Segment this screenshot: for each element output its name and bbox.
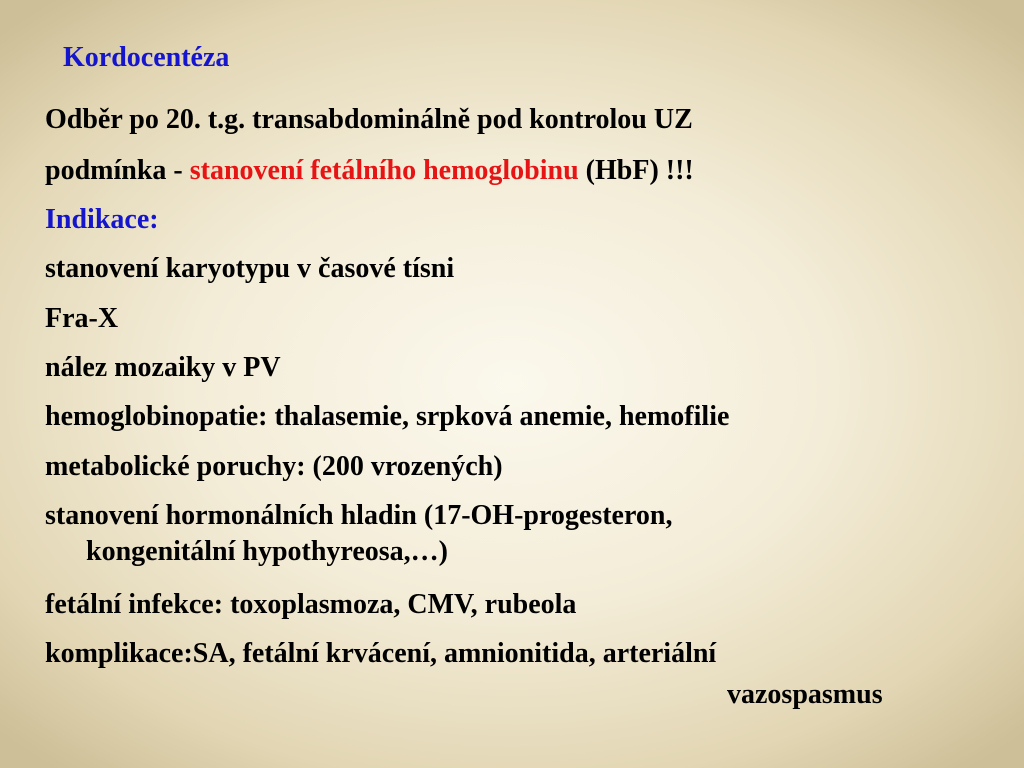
- text-line-odber: Odběr po 20. t.g. transabdominálně pod kontrolou UZ: [45, 104, 693, 135]
- text-line-infekce: fetální infekce: toxoplasmoza, CMV, rubeola: [45, 589, 577, 620]
- podminka-label: podmínka -: [45, 155, 190, 186]
- text-line-podminka: [45, 154, 694, 188]
- text-line-hormonalni: stanovení hormonálních hladin (17-OH-progesteron,: [45, 500, 673, 531]
- podminka-suffix: (HbF) !!!: [578, 155, 694, 186]
- text-line-hormonalni-cont: kongenitální hypothyreosa,…): [86, 536, 448, 567]
- text-line-mozaika: nález mozaiky v PV: [45, 352, 281, 383]
- text-line-metabolicke: metabolické poruchy: (200 vrozených): [45, 451, 503, 482]
- text-line-komplikace: komplikace:SA, fetální krvácení, amnionitida, arteriální: [45, 638, 717, 669]
- text-line-karyotyp: stanovení karyotypu v časové tísni: [45, 253, 455, 284]
- text-line-komplikace-cont: vazospasmus: [727, 679, 883, 710]
- text-line-fra-x: Fra-X: [45, 303, 119, 334]
- indikace-heading: Indikace:: [45, 204, 159, 235]
- text-line-hemoglobinopatie: hemoglobinopatie: thalasemie, srpková anemie, hemofilie: [45, 401, 730, 432]
- slide-title: Kordocentéza: [63, 42, 230, 73]
- highlight-text: stanovení fetálního hemoglobinu: [189, 155, 579, 186]
